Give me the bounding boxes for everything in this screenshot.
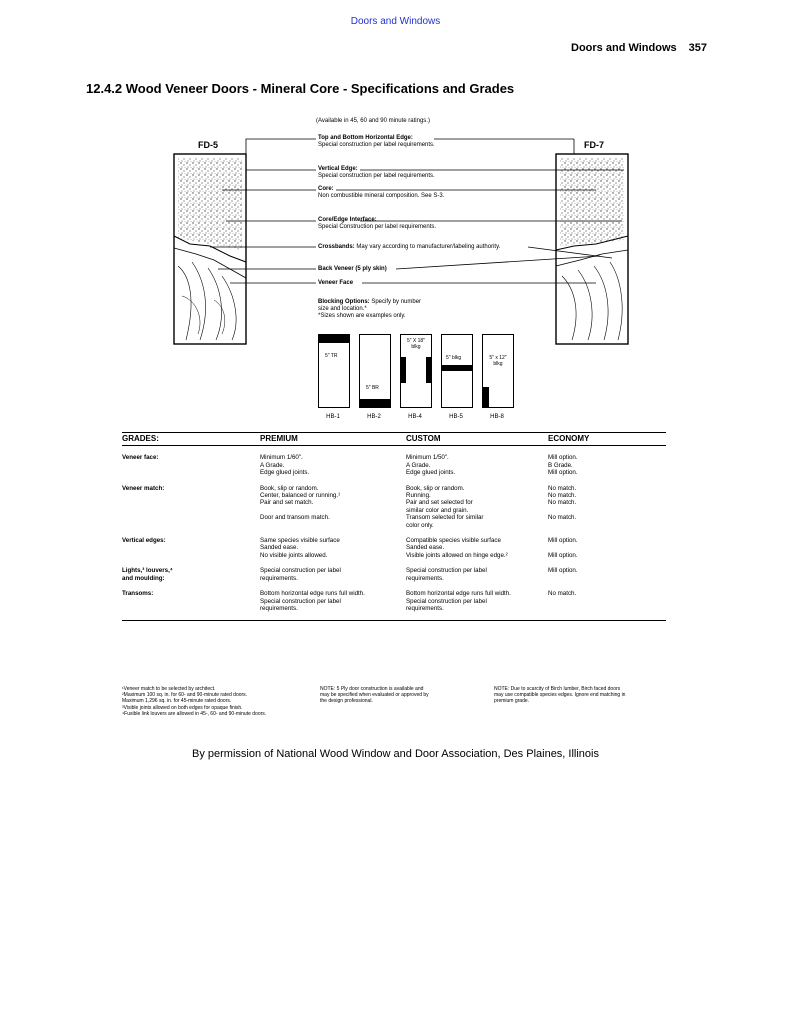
- availability-note: (Available in 45, 60 and 90 minute ratings.): [316, 118, 430, 124]
- blocking-line: Specify by number: [371, 299, 422, 305]
- row-category: Vertical edges:: [122, 537, 166, 545]
- footnotes-middle: NOTE: 5 Ply door construction is available and may be specified when evaluated or approved by the design professional.: [320, 686, 429, 705]
- callout-title: Core/Edge Interface:: [318, 217, 377, 223]
- section-title: 12.4.2 Wood Veneer Doors - Mineral Core - Specifications and Grades: [86, 81, 515, 96]
- hb-4-id: HB-4: [408, 414, 422, 420]
- table-row: [122, 485, 666, 515]
- row-category: Lights,³ louvers,⁴ and moulding:: [122, 567, 173, 582]
- callout-crossbands: [318, 244, 500, 251]
- hb-2-block: [360, 399, 390, 407]
- hb-5-id: HB-5: [449, 414, 463, 420]
- header-custom: CUSTOM: [406, 433, 548, 446]
- hb-1-panel: [318, 334, 350, 408]
- row-category: Veneer face:: [122, 454, 159, 462]
- callout-core-edge-interface: [318, 217, 436, 231]
- door-diagram: [0, 0, 791, 430]
- table-row: [122, 590, 666, 621]
- row-category: Veneer match:: [122, 484, 165, 492]
- callout-top-bottom-edge: [318, 135, 435, 149]
- footnotes-right: NOTE: Due to scarcity of Birch lumber, Birch faced doors may use compatible species edges. Ignore end matching in premium grade.: [494, 686, 626, 705]
- callout-title: Vertical Edge:: [318, 166, 358, 172]
- callout-title: Back Veneer (5 ply skin): [318, 266, 387, 272]
- door-right-illustration: [556, 154, 628, 344]
- door-left-illustration: [174, 154, 246, 344]
- hb-8-tag: 5" x 12" blkg: [489, 355, 507, 367]
- callout-title: Veneer Face: [318, 280, 354, 286]
- footnotes-left: ¹Veneer match to be selected by architect. ²Maximum 100 sq. in. for 60- and 90-minute rated doors. Maximum 1,296 sq. in. for 45-minute rated doors. ³Visible joints allowed on both edges for opaque finish. ⁴Fusible link louvers are allowed in 45-, 60- and 90-minute doors.: [122, 686, 267, 717]
- hb-8-panel: [482, 334, 514, 408]
- premium-cell: Same species visible surface Sanded ease. No visible joints allowed.: [260, 537, 340, 559]
- table-row: [122, 454, 666, 476]
- row-category: [122, 514, 260, 529]
- hb-1-tag: 5" TR: [325, 353, 338, 359]
- premium-cell: Special construction per label requirements.: [260, 567, 341, 582]
- header-grades: GRADES:: [122, 433, 260, 446]
- callout-core: [318, 186, 444, 200]
- hb-2-id: HB-2: [367, 414, 381, 420]
- economy-cell: No match. No match. No match.: [548, 484, 577, 507]
- custom-cell: Minimum 1/50". A Grade. Edge glued joints.: [406, 454, 456, 477]
- hb-2-tag: 5" BR: [366, 385, 379, 391]
- blocking-title: Blocking Options:: [318, 299, 370, 305]
- hb-4-block-left: [401, 357, 406, 383]
- door-label-left: FD-5: [198, 140, 218, 150]
- premium-cell: Bottom horizontal edge runs full width. Special construction per label requirements.: [260, 590, 406, 621]
- premium-cell: Minimum 1/60". A Grade. Edge glued joints.: [260, 454, 310, 477]
- table-row: [122, 514, 666, 529]
- callout-title: Core:: [318, 186, 334, 192]
- row-category: Transoms:: [122, 590, 260, 621]
- hb-5-block: [442, 365, 472, 371]
- grades-header-row: [122, 433, 666, 446]
- callout-back-veneer: [318, 266, 387, 273]
- economy-cell: No match.: [548, 514, 577, 522]
- hb-1-block: [319, 335, 349, 343]
- table-row: [122, 537, 666, 559]
- callout-desc: Special construction per label requirements.: [318, 173, 435, 179]
- hb-5-panel: [441, 334, 473, 408]
- callout-title: Crossbands:: [318, 244, 355, 250]
- blocking-line: *Sizes shown are examples only.: [318, 313, 406, 319]
- door-illustration: [0, 0, 791, 430]
- header-premium: PREMIUM: [260, 433, 406, 446]
- custom-cell: Bottom horizontal edge runs full width. Special construction per label requirements.: [406, 590, 548, 621]
- callout-desc: May vary according to manufacturer/labeling authority.: [356, 244, 501, 250]
- hb-4-block-right: [426, 357, 431, 383]
- door-label-right: FD-7: [584, 140, 604, 150]
- callout-desc: Non combustible mineral composition. See S-3.: [318, 193, 445, 199]
- premium-cell: Book, slip or random. Center, balanced or running.¹ Pair and set match.: [260, 484, 341, 507]
- callout-title: Top and Bottom Horizontal Edge:: [318, 135, 413, 141]
- blocking-line: size and location.*: [318, 306, 367, 312]
- table-row: [122, 567, 666, 582]
- economy-cell: No match.: [548, 590, 666, 621]
- permission-credit: By permission of National Wood Window and Door Association, Des Plaines, Illinois: [192, 748, 599, 760]
- custom-cell: Compatible species visible surface Sanded ease. Visible joints allowed on hinge edge.²: [406, 537, 508, 559]
- header-economy: ECONOMY: [548, 433, 666, 446]
- custom-cell: Book, slip or random. Running. Pair and set selected for similar color and grain.: [406, 484, 473, 514]
- hb-8-block: [483, 387, 489, 407]
- page-number: 357: [688, 42, 707, 54]
- running-head-title: Doors and Windows: [571, 42, 677, 54]
- blocking-options: [318, 299, 421, 320]
- hb-4-tag: 5" X 18" blkg: [406, 338, 425, 350]
- economy-cell: Mill option. Mill option.: [548, 537, 578, 559]
- callout-vertical-edge: [318, 166, 435, 180]
- hb-1-id: HB-1: [326, 414, 340, 420]
- callout-veneer-face: [318, 280, 353, 287]
- grades-table: [122, 432, 666, 621]
- custom-cell: Special construction per label requirements.: [406, 567, 487, 582]
- hb-4-panel: [400, 334, 432, 408]
- hb-2-panel: [359, 334, 391, 408]
- economy-cell: Mill option.: [548, 567, 578, 575]
- hb-5-tag: 5" blkg: [446, 355, 462, 361]
- custom-cell: Transom selected for similar color only.: [406, 514, 484, 529]
- callout-desc: Special construction per label requirements.: [318, 142, 435, 148]
- callout-desc: Special Construction per label requirements.: [318, 224, 437, 230]
- hb-8-id: HB-8: [490, 414, 504, 420]
- economy-cell: Mill option. B Grade. Mill option.: [548, 454, 578, 477]
- top-link[interactable]: Doors and Windows: [350, 16, 441, 27]
- premium-cell: Door and transom match.: [260, 514, 330, 522]
